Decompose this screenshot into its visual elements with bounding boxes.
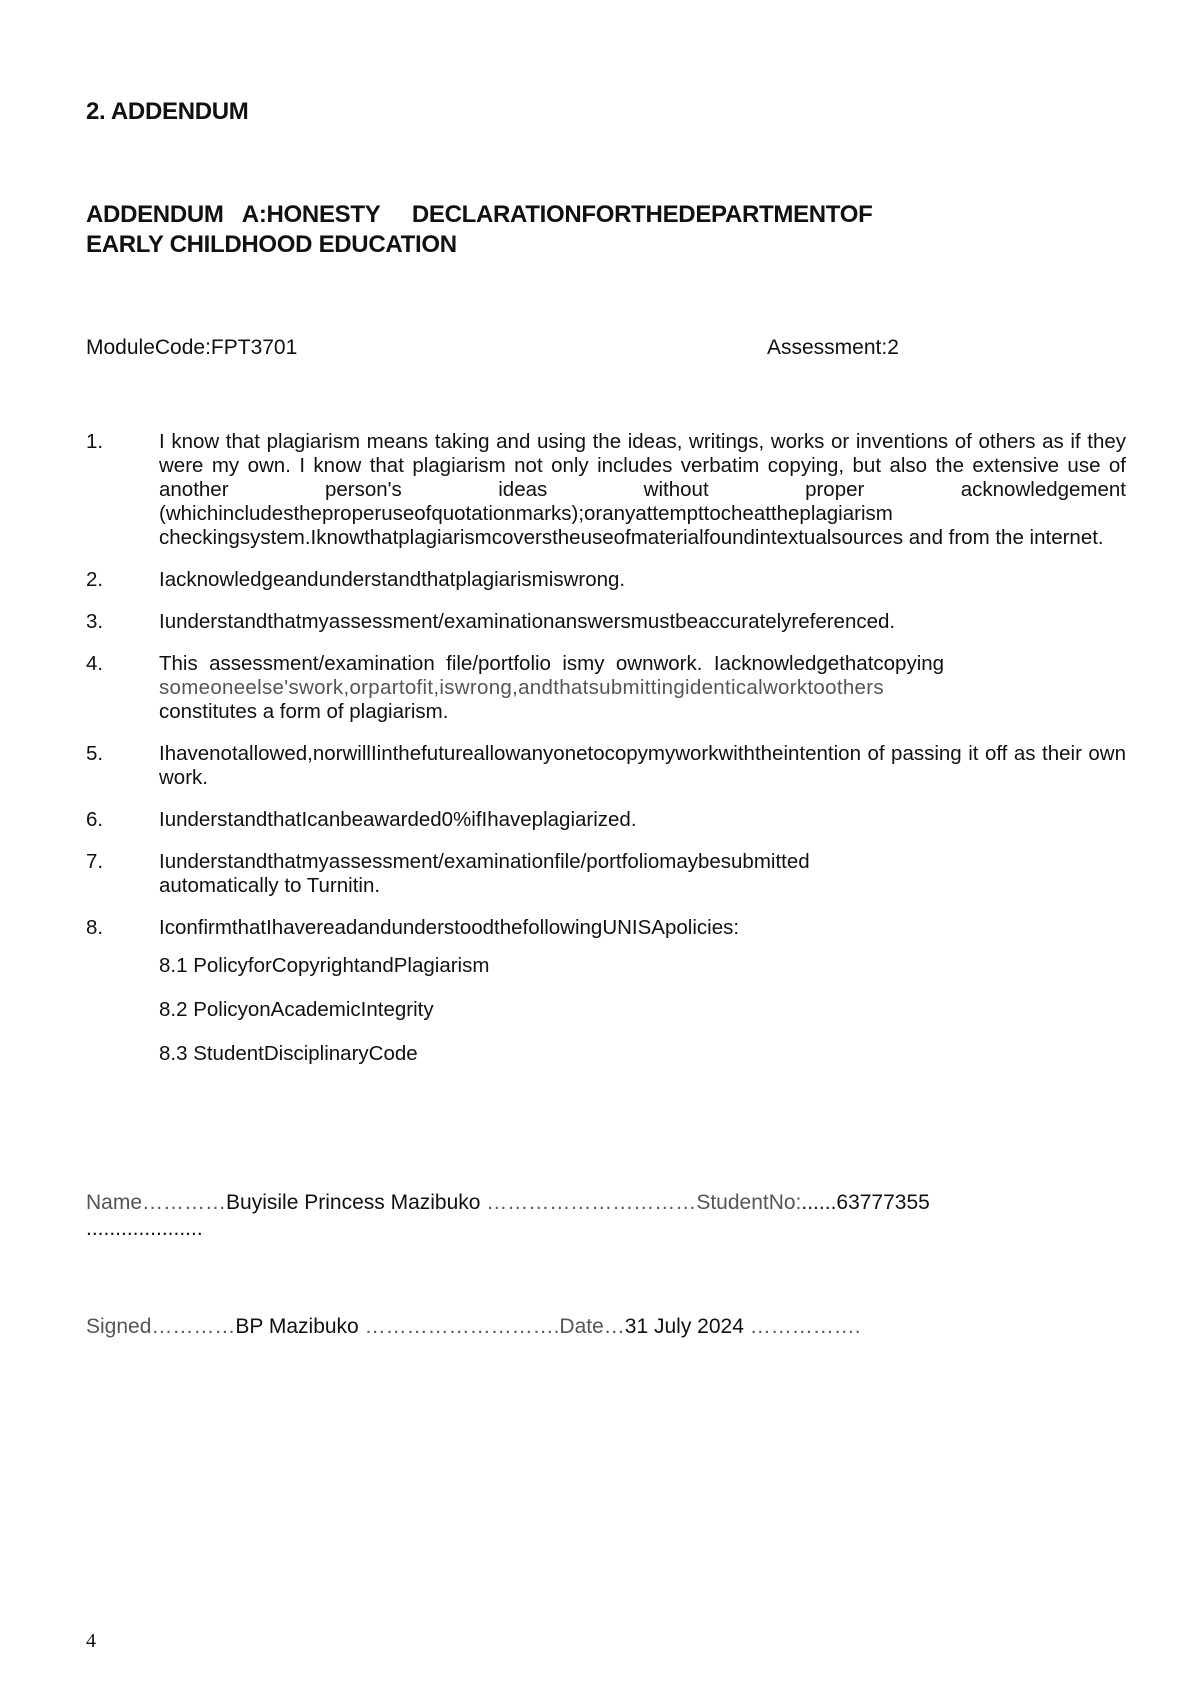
- declaration-item-3: [86, 610, 1126, 634]
- signed-dots: ……………………….: [358, 1315, 560, 1338]
- item-text: I know that plagiarism means taking and using the ideas, writings, works or inventions of others as if they were my own. I know that plagiarism not only includes verbatim copying, but also the extensive use of another person's ideas without proper acknowledgement (whichincludestheproperuseofquotationmarks);oranyattempttocheattheplagiarism checkingsystem.Iknowthatplagiarismcoverstheuseofmaterialfoundintextualsources and from the internet.: [159, 430, 1126, 549]
- name-label: Name…………: [86, 1191, 227, 1214]
- date-dots: …………….: [743, 1315, 861, 1338]
- signed-label: Signed…………: [86, 1315, 236, 1338]
- page-number: 4: [86, 1630, 96, 1652]
- signed-value: BP Mazibuko: [235, 1315, 359, 1338]
- item-number: 2.: [86, 568, 104, 591]
- policy-item: 8.1 PolicyforCopyrightandPlagiarism: [159, 954, 490, 977]
- item-text: Iunderstandthatmyassessment/examinationanswersmustbeaccuratelyreferenced.: [159, 610, 896, 633]
- declaration-item-8: [86, 916, 1126, 940]
- item-text-line-1: Iunderstandthatmyassessment/examinationfile/portfoliomaybesubmitted: [159, 850, 810, 873]
- name-value: Buyisile Princess Mazibuko: [226, 1191, 481, 1214]
- item-number: 1.: [86, 430, 104, 453]
- assessment-number: Assessment:2: [767, 336, 899, 359]
- addendum-title-line-2: EARLY CHILDHOOD EDUCATION: [86, 231, 457, 258]
- declaration-item-2: [86, 568, 1126, 592]
- date-value: 31 July 2024: [624, 1315, 744, 1338]
- student-no-value: ......63777355: [801, 1191, 930, 1214]
- item-number: 3.: [86, 610, 104, 633]
- name-dots: …………………………: [480, 1191, 697, 1214]
- item-number: 7.: [86, 850, 104, 873]
- module-code: ModuleCode:FPT3701: [86, 336, 298, 359]
- item-text-line-1: This assessment/examination file/portfolio ismy ownwork. Iacknowledgethatcopying: [159, 652, 945, 675]
- declaration-item-6: [86, 808, 1126, 832]
- section-heading: 2. ADDENDUM: [86, 98, 249, 125]
- item-text: Ihavenotallowed,norwillIinthefutureallowanyonetocopymyworkwiththeintention of passing it off as their own work.: [159, 742, 1126, 789]
- signature-date-line: [86, 1315, 1126, 1339]
- policy-list: [86, 954, 1126, 1066]
- item-text: IunderstandthatIcanbeawarded0%ifIhaveplagiarized.: [159, 808, 637, 831]
- item-text-line-2: someoneelse'swork,orpartofit,iswrong,andthatsubmittingidenticalworktoothers: [159, 676, 884, 699]
- item-number: 8.: [86, 916, 104, 939]
- item-text: Iacknowledgeandunderstandthatplagiarismiswrong.: [159, 568, 626, 591]
- item-text-line-2: automatically to Turnitin.: [159, 874, 381, 897]
- policy-item: 8.3 StudentDisciplinaryCode: [159, 1042, 418, 1065]
- item-number: 5.: [86, 742, 104, 765]
- student-no-label: StudentNo:: [696, 1191, 802, 1214]
- addendum-title: [86, 200, 1126, 260]
- student-no-trailing-dots: ....................: [86, 1217, 203, 1240]
- name-student-line: [86, 1190, 1126, 1242]
- declaration-item-5: [86, 742, 1126, 790]
- declaration-item-1: [86, 430, 1126, 550]
- item-number: 6.: [86, 808, 104, 831]
- declaration-item-4: [86, 652, 1126, 724]
- policy-item: 8.2 PolicyonAcademicIntegrity: [159, 998, 434, 1021]
- addendum-title-line-1: ADDENDUM A:HONESTY DECLARATIONFORTHEDEPARTMENTOF: [86, 201, 873, 228]
- declaration-list: [86, 430, 1126, 1086]
- item-number: 4.: [86, 652, 104, 675]
- item-text: IconfirmthatIhavereadandunderstoodthefollowingUNISApolicies:: [159, 916, 740, 939]
- module-info-row: [86, 336, 1126, 360]
- date-label: Date…: [559, 1315, 625, 1338]
- item-text-line-3: constitutes a form of plagiarism.: [159, 700, 449, 723]
- declaration-item-7: [86, 850, 1126, 898]
